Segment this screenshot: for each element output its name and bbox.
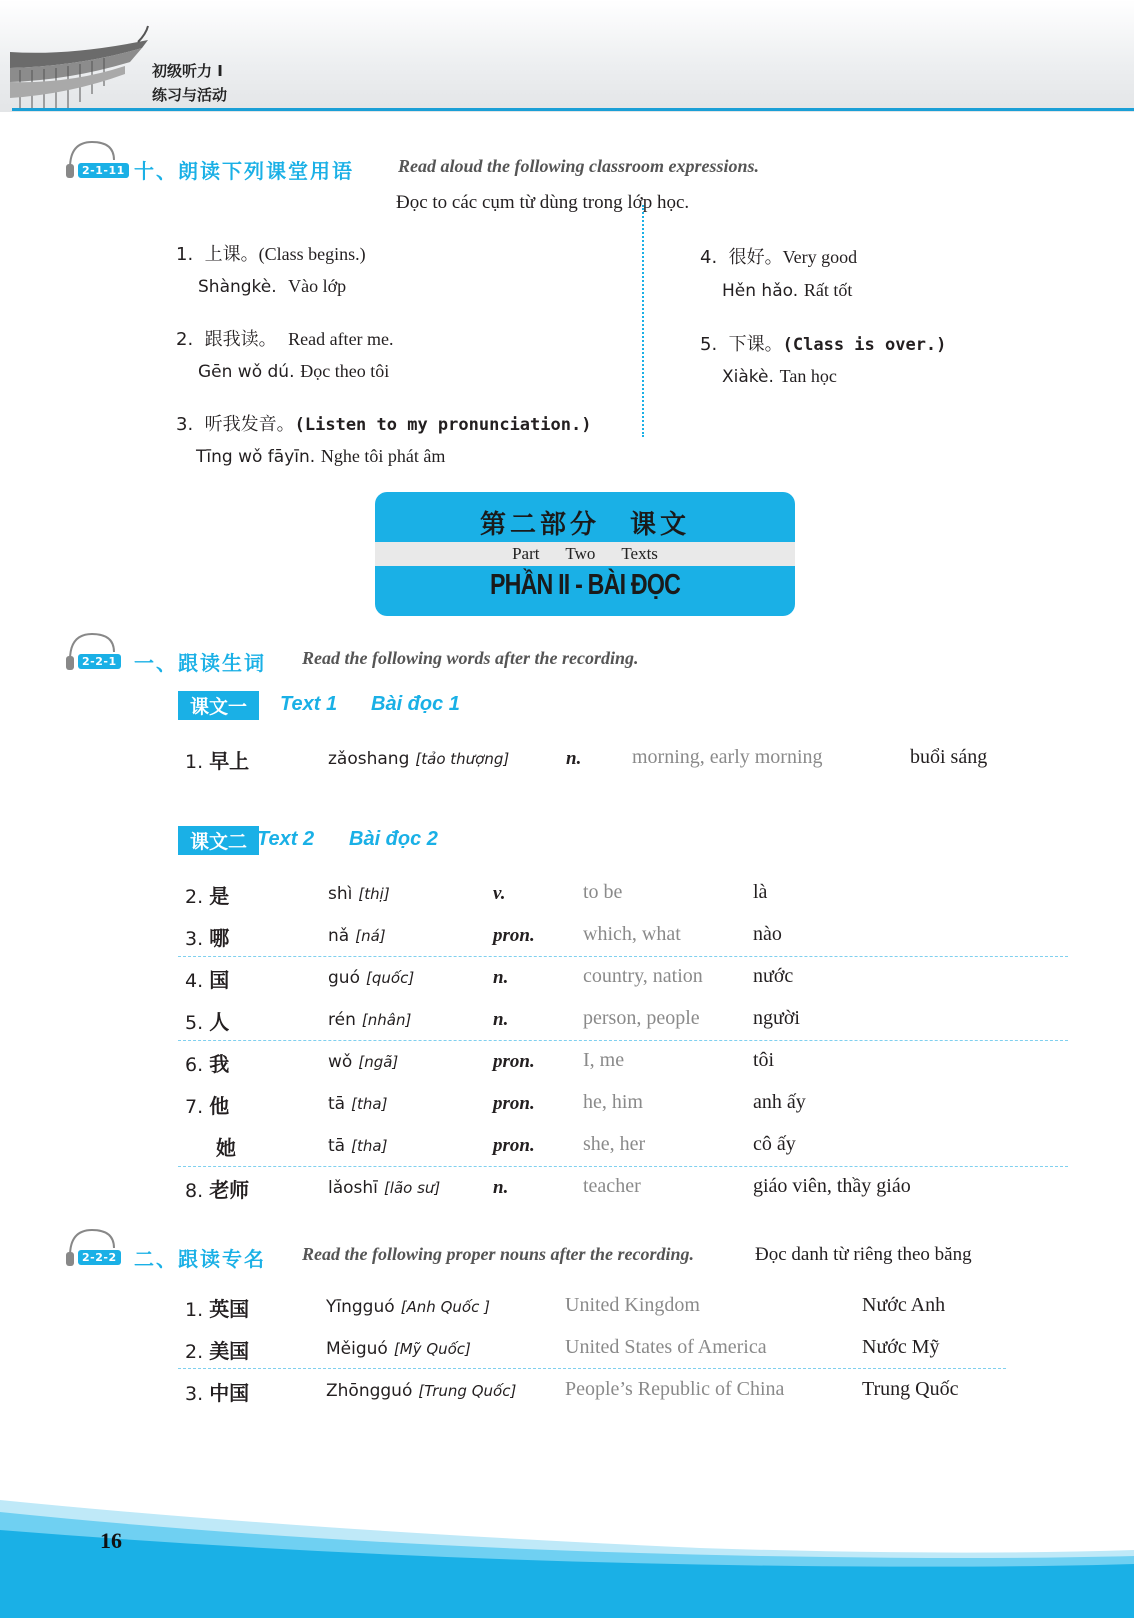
section-heading-vi: Đọc to các cụm từ dùng trong lớp học. bbox=[396, 192, 690, 213]
pagoda-roof-icon bbox=[10, 22, 150, 108]
part-title-cn: 第二部分 课文 bbox=[479, 510, 690, 540]
vocab-row: 7. 他 bbox=[185, 1094, 230, 1118]
part-two-banner bbox=[375, 492, 795, 616]
row-divider bbox=[178, 1166, 1068, 1167]
vocab-pinyin: rén [nhân] bbox=[328, 1010, 412, 1030]
vocab-gloss: country, nation bbox=[583, 965, 703, 987]
column-divider bbox=[642, 205, 644, 437]
noun-gloss: People’s Republic of China bbox=[565, 1378, 785, 1400]
vocab-gloss: he, him bbox=[583, 1091, 643, 1113]
footer-wave bbox=[0, 1490, 1134, 1618]
vocab-gloss: person, people bbox=[583, 1007, 700, 1029]
section-heading-vi: Đọc danh từ riêng theo băng bbox=[755, 1244, 972, 1265]
noun-row: 2. 美国 bbox=[185, 1339, 250, 1363]
noun-viet: Nước Anh bbox=[862, 1294, 946, 1316]
noun-pinyin: Yīngguó [Anh Quốc ] bbox=[326, 1297, 490, 1317]
vocab-row: 4. 国 bbox=[185, 968, 230, 992]
book-subtitle: 练习与活动 bbox=[152, 86, 228, 104]
headphone-icon bbox=[62, 1226, 122, 1272]
expression-translation: Tīng wǒ fāyīn. Nghe tôi phát âm bbox=[196, 446, 446, 467]
vocab-row: 2. 是 bbox=[185, 884, 230, 908]
text-label-vi: Bài đọc 1 bbox=[371, 693, 460, 715]
expression-translation: Hěn hǎo. Rất tốt bbox=[722, 280, 853, 301]
noun-pinyin: Měiguó [Mỹ Quốc] bbox=[326, 1339, 471, 1359]
vocab-gloss: morning, early morning bbox=[632, 746, 823, 768]
vocab-pos: n. bbox=[566, 748, 582, 769]
row-divider bbox=[178, 1040, 1068, 1041]
vocab-viet: người bbox=[753, 1007, 800, 1029]
book-title: 初级听力 I bbox=[152, 62, 223, 80]
vocab-pos: pron. bbox=[493, 1051, 535, 1072]
expression-item: 4. 很好。Very good bbox=[700, 247, 858, 268]
headphone-icon bbox=[62, 630, 122, 676]
noun-row: 1. 英国 bbox=[185, 1297, 250, 1321]
page-number: 16 bbox=[100, 1528, 122, 1553]
expression-translation: Shàngkè. Vào lớp bbox=[198, 276, 347, 297]
audio-track-badge: 2-2-2 bbox=[78, 1250, 121, 1265]
section-heading-cn: 十、朗读下列课堂用语 bbox=[134, 159, 354, 183]
expression-item: 3. 听我发音。(Listen to my pronunciation.) bbox=[176, 414, 592, 435]
expression-item: 1. 上课。(Class begins.) bbox=[176, 244, 366, 265]
vocab-pinyin: tā [tha] bbox=[328, 1094, 388, 1114]
expression-translation: Xiàkè. Tan học bbox=[722, 366, 837, 387]
expression-item: 5. 下课。(Class is over.) bbox=[700, 334, 947, 355]
noun-pinyin: Zhōngguó [Trung Quốc] bbox=[326, 1381, 517, 1401]
expression-item: 2. 跟我读。 Read after me. bbox=[176, 329, 394, 350]
vocab-row: 5. 人 bbox=[185, 1010, 230, 1034]
vocab-viet: giáo viên, thầy giáo bbox=[753, 1175, 911, 1197]
vocab-pos: pron. bbox=[493, 1093, 535, 1114]
vocab-row: 6. 我 bbox=[185, 1052, 230, 1076]
vocab-viet: nào bbox=[753, 923, 782, 945]
vocab-pinyin: lǎoshī [lão sư] bbox=[328, 1178, 441, 1198]
noun-row: 3. 中国 bbox=[185, 1381, 250, 1405]
vocab-pos: n. bbox=[493, 967, 509, 988]
section-heading-en: Read the following words after the recording. bbox=[302, 648, 639, 668]
vocab-viet: là bbox=[753, 881, 768, 903]
vocab-viet: nước bbox=[753, 965, 794, 987]
noun-gloss: United States of America bbox=[565, 1336, 767, 1358]
noun-viet: Trung Quốc bbox=[862, 1378, 959, 1400]
vocab-gloss: I, me bbox=[583, 1049, 625, 1071]
vocab-pinyin: guó [quốc] bbox=[328, 968, 415, 988]
row-divider bbox=[178, 1368, 1006, 1369]
vocab-row: 她 bbox=[216, 1136, 236, 1160]
vocab-pos: n. bbox=[493, 1009, 509, 1030]
text-label-en: Text 2 bbox=[257, 828, 315, 850]
vocab-pinyin: wǒ [ngã] bbox=[328, 1052, 399, 1072]
vocab-pinyin: zǎoshang [tảo thượng] bbox=[328, 749, 510, 769]
section-heading-en: Read aloud the following classroom expressions. bbox=[398, 156, 760, 176]
vocab-pinyin: shì [thị] bbox=[328, 884, 390, 904]
section-heading-cn: 一、跟读生词 bbox=[134, 651, 266, 675]
vocab-row: 8. 老师 bbox=[185, 1178, 250, 1202]
part-title-vi: PHẦN II - BÀI ĐỌC bbox=[489, 569, 681, 601]
text-label-cn: 课文二 bbox=[178, 826, 259, 855]
text-label-en: Text 1 bbox=[280, 693, 338, 715]
vocab-pinyin: tā [tha] bbox=[328, 1136, 388, 1156]
vocab-pos: pron. bbox=[493, 925, 535, 946]
vocab-gloss: teacher bbox=[583, 1175, 641, 1197]
noun-viet: Nước Mỹ bbox=[862, 1336, 940, 1358]
vocab-gloss: which, what bbox=[583, 923, 681, 945]
part-title-en: Part Two Texts bbox=[512, 544, 658, 563]
vocab-pos: v. bbox=[493, 883, 506, 904]
vocab-viet: cô ấy bbox=[753, 1133, 796, 1155]
vocab-pos: n. bbox=[493, 1177, 509, 1198]
section-heading-cn: 二、跟读专名 bbox=[134, 1247, 266, 1271]
vocab-pos: pron. bbox=[493, 1135, 535, 1156]
text-label-cn: 课文一 bbox=[178, 691, 259, 720]
vocab-row: 1. 早上 bbox=[185, 749, 250, 773]
vocab-pinyin: nǎ [ná] bbox=[328, 926, 386, 946]
text-label-vi: Bài đọc 2 bbox=[349, 828, 438, 850]
header-rule bbox=[12, 108, 1134, 111]
section-heading-en: Read the following proper nouns after the recording. bbox=[302, 1244, 695, 1264]
audio-track-badge: 2-1-11 bbox=[78, 163, 129, 178]
vocab-viet: tôi bbox=[753, 1049, 775, 1071]
row-divider bbox=[178, 956, 1068, 957]
vocab-gloss: she, her bbox=[583, 1133, 646, 1155]
noun-gloss: United Kingdom bbox=[565, 1294, 700, 1316]
vocab-viet: anh ấy bbox=[753, 1091, 806, 1113]
expression-translation: Gēn wǒ dú. Đọc theo tôi bbox=[198, 361, 390, 382]
vocab-viet: buổi sáng bbox=[910, 746, 988, 768]
audio-track-badge: 2-2-1 bbox=[78, 654, 121, 669]
vocab-row: 3. 哪 bbox=[185, 926, 230, 950]
vocab-gloss: to be bbox=[583, 881, 623, 903]
